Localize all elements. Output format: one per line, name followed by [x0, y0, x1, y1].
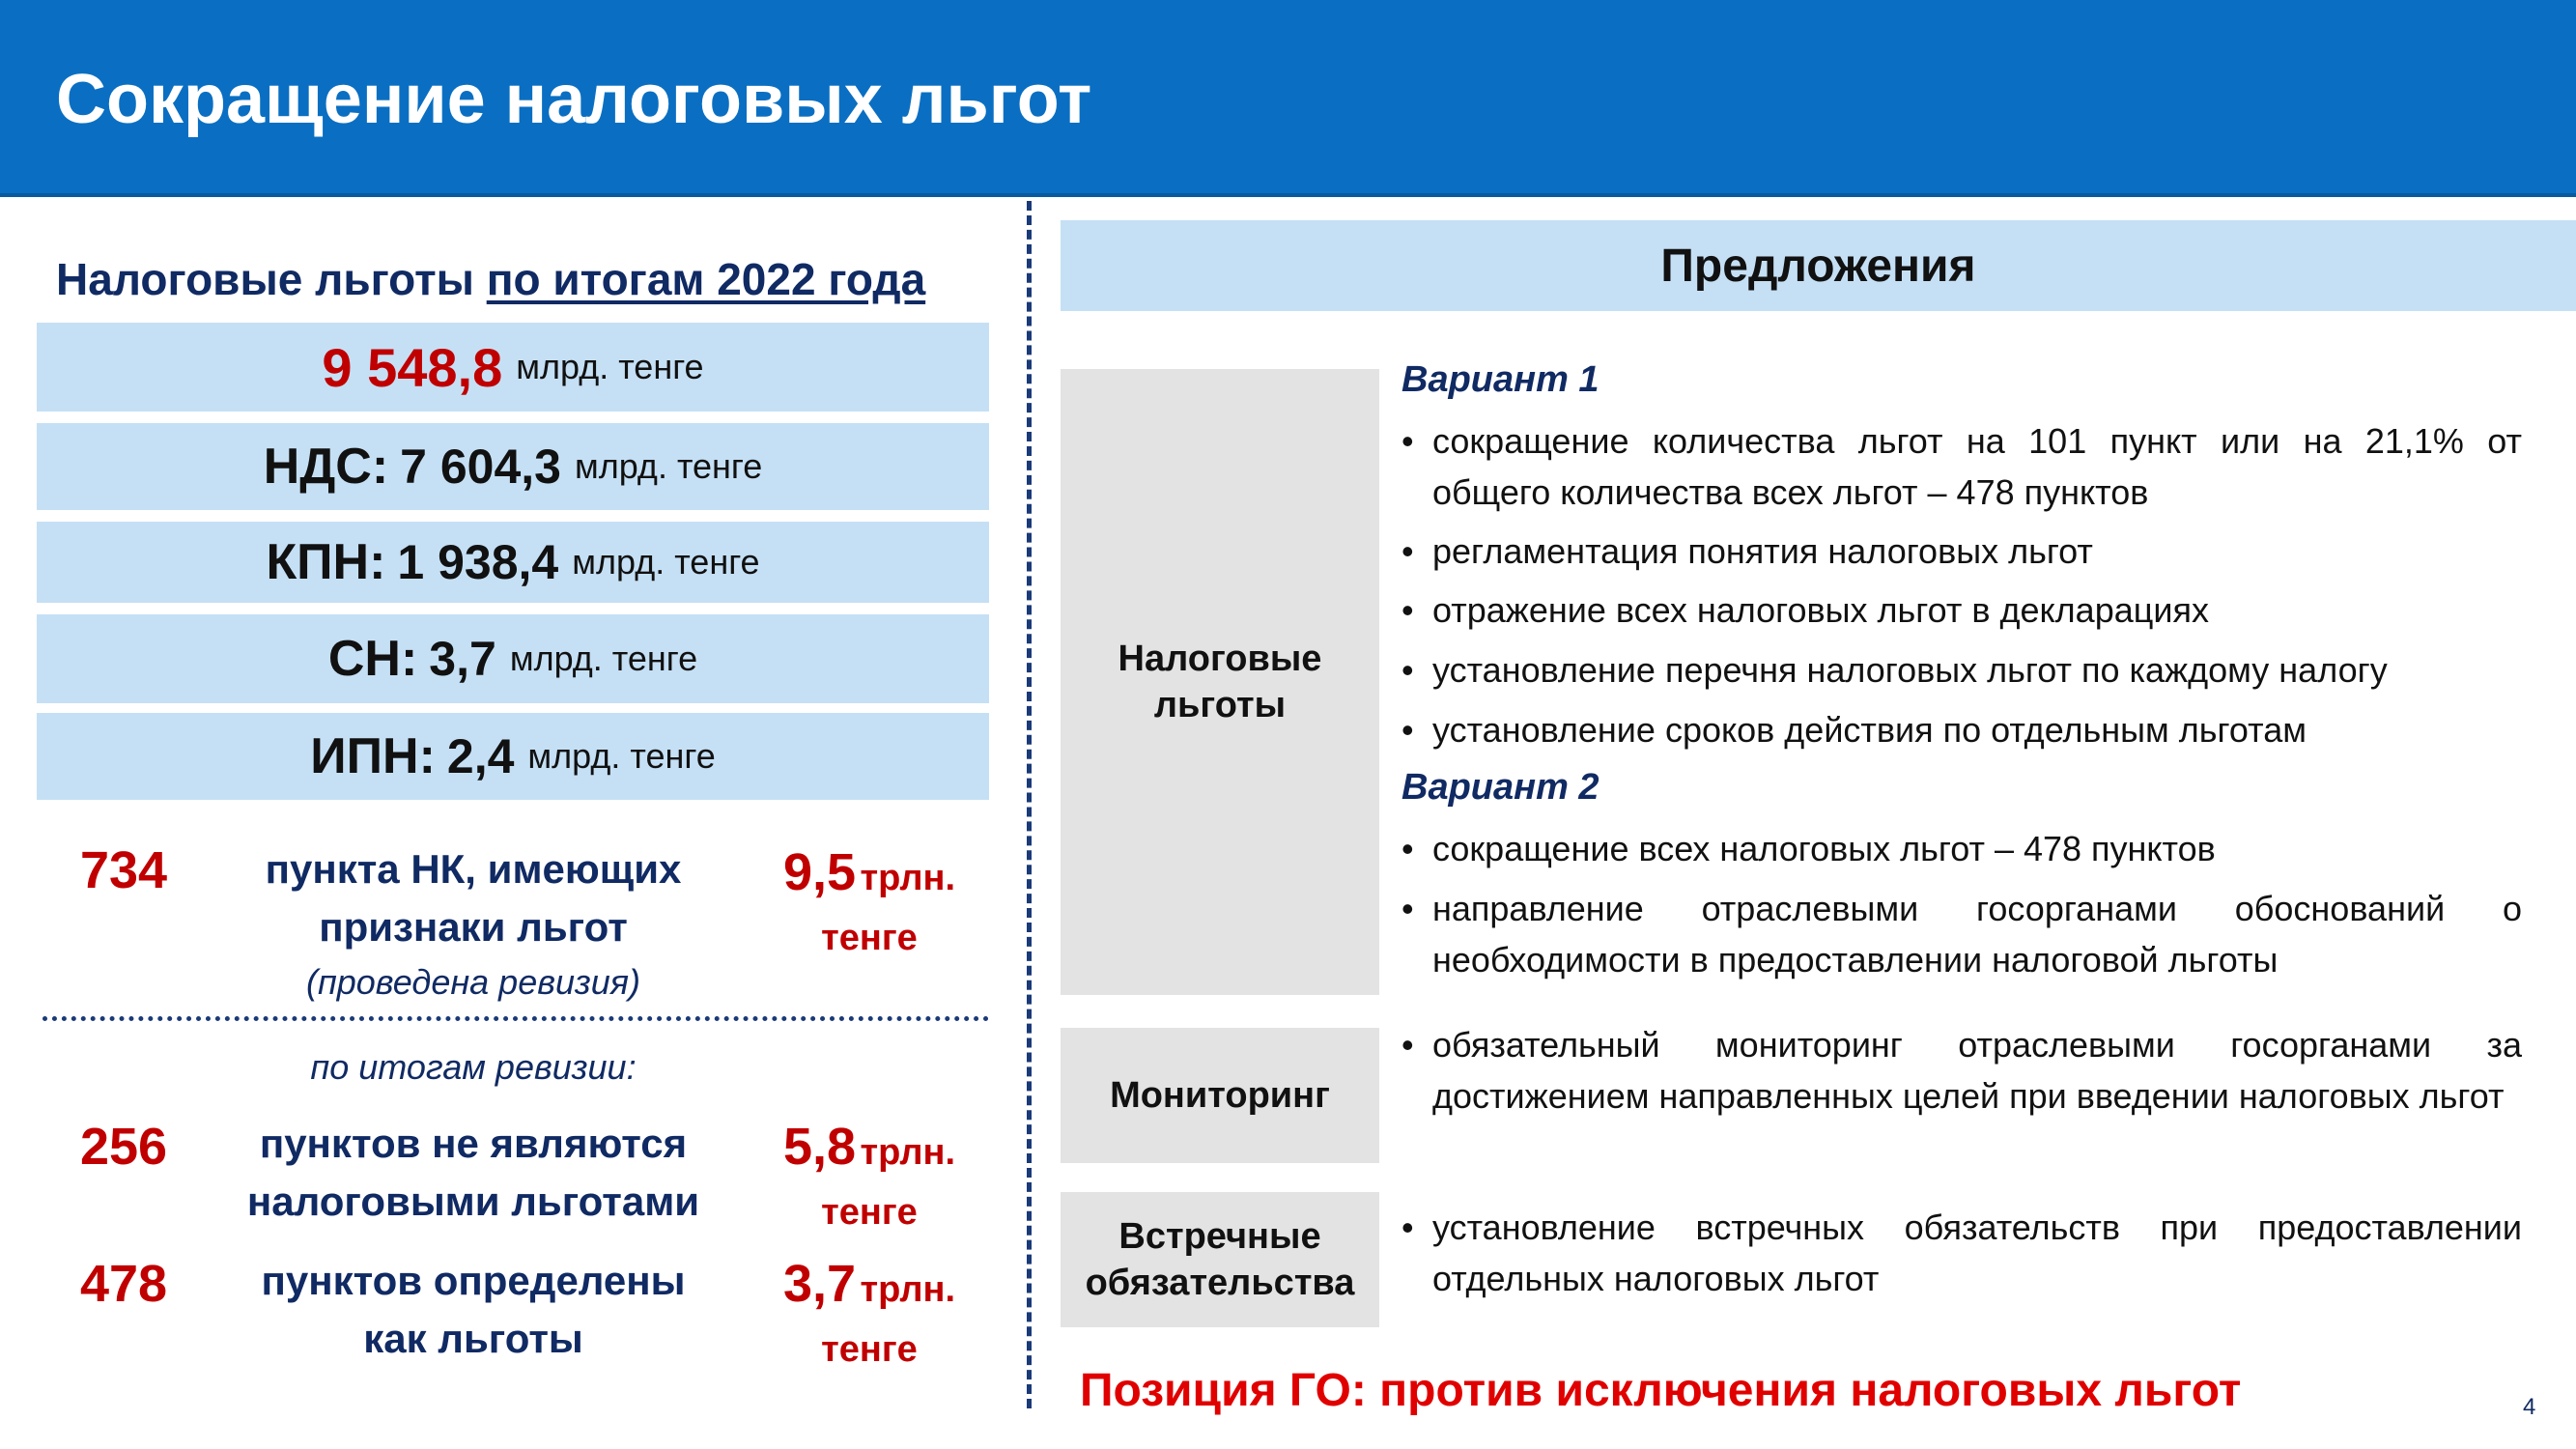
- tax-label: СН:: [327, 631, 418, 687]
- result-amount: [753, 1118, 985, 1238]
- tax-unit: млрд. тенге: [572, 542, 760, 582]
- category-line1: Налоговые: [1118, 639, 1322, 679]
- variant1-bullet: [1401, 704, 2522, 755]
- variant1-bullet: [1401, 584, 2522, 636]
- bullet-dot: •: [1401, 1025, 1414, 1065]
- audit-amount-value: 9,5: [782, 843, 857, 901]
- bullet-text: сокращение количества льгот на 101 пункт или на 21,1% от общего количества всех льгот – 478 пунктов: [1432, 421, 2522, 512]
- left-title-period: по итогам 2022 года: [486, 254, 926, 304]
- variant2-bullet: [1401, 823, 2522, 874]
- category-monitoring: [1061, 1028, 1379, 1163]
- tax-unit: млрд. тенге: [527, 736, 716, 776]
- variant2-label: Вариант 2: [1401, 767, 1599, 808]
- audit-divider: [42, 1016, 989, 1021]
- tax-value: 1 938,4: [397, 535, 559, 589]
- result-text-line1: пунктов определены: [261, 1258, 686, 1303]
- result-amount-currency: тенге: [821, 1329, 918, 1370]
- result-amount-unit: трлн.: [860, 1269, 956, 1310]
- tax-value: 3,7: [429, 632, 496, 686]
- category-tax-benefits: [1061, 369, 1379, 995]
- result-count: 256: [79, 1118, 168, 1176]
- after-audit-label: по итогам ревизии:: [310, 1047, 637, 1087]
- result-text-line2: как льготы: [363, 1316, 583, 1361]
- left-title: [56, 253, 925, 305]
- audit-text-line1: пункта НК, имеющих: [265, 846, 682, 892]
- bullet-dot: •: [1401, 710, 1414, 750]
- monitoring-bullet: [1401, 1019, 2522, 1122]
- result-amount-currency: тенге: [821, 1192, 918, 1233]
- variant1-bullet: [1401, 526, 2522, 577]
- result-amount-value: 5,8: [782, 1118, 857, 1176]
- audit-description: [203, 840, 744, 956]
- result-text-line2: налоговыми льготами: [246, 1179, 700, 1224]
- audit-amount-unit: трлн.: [860, 858, 956, 898]
- audit-text-line2: признаки льгот: [319, 904, 628, 950]
- bullet-dot: •: [1401, 590, 1414, 630]
- page-number: 4: [2523, 1394, 2536, 1420]
- audit-count: 734: [79, 841, 168, 899]
- tax-box-social: [37, 614, 989, 703]
- total-box: [37, 323, 989, 412]
- variant1-bullet: [1401, 644, 2522, 696]
- bullet-dot: •: [1401, 829, 1414, 868]
- obligations-bullet: [1401, 1202, 2522, 1304]
- proposals-header: Предложения: [1061, 220, 2576, 311]
- bullet-text: сокращение всех налоговых льгот – 478 пунктов: [1432, 829, 2216, 868]
- left-title-prefix: Налоговые льготы: [56, 254, 487, 304]
- result-amount-unit: трлн.: [860, 1132, 956, 1173]
- bullet-text: установление встречных обязательств при предоставлении отдельных налоговых льгот: [1432, 1208, 2522, 1298]
- variant2-bullet: [1401, 883, 2522, 985]
- tax-box-cit: [37, 522, 989, 603]
- bullet-dot: •: [1401, 531, 1414, 571]
- category-line2: обязательства: [1085, 1263, 1355, 1303]
- category-line2: льготы: [1153, 685, 1287, 725]
- bullet-dot: •: [1401, 889, 1414, 928]
- category-line1: Мониторинг: [1110, 1075, 1330, 1116]
- bullet-text: регламентация понятия налоговых льгот: [1432, 531, 2093, 571]
- bullet-dot: •: [1401, 1208, 1414, 1247]
- variant1-bullet: [1401, 415, 2522, 518]
- result-description: [203, 1115, 744, 1231]
- bullet-text: направление отраслевыми госорганами обоснований о необходимости в предоставлении налоговой льготы: [1432, 889, 2522, 980]
- total-value: 9 548,8: [322, 336, 503, 398]
- result-text-line1: пунктов не являются: [259, 1121, 688, 1166]
- result-amount: [753, 1255, 985, 1376]
- tax-unit: млрд. тенге: [574, 446, 763, 486]
- tax-value: 7 604,3: [400, 440, 561, 494]
- tax-label: НДС:: [263, 439, 389, 495]
- bullet-text: отражение всех налоговых льгот в декларациях: [1432, 590, 2209, 630]
- header-bar: [0, 0, 2576, 197]
- page-title: Сокращение налоговых льгот: [56, 61, 1092, 138]
- bullet-text: установление перечня налоговых льгот по каждому налогу: [1432, 650, 2388, 690]
- bullet-text: установление сроков действия по отдельным льготам: [1432, 710, 2307, 750]
- category-obligations: [1061, 1192, 1379, 1327]
- result-description: [203, 1252, 744, 1368]
- agency-position: Позиция ГО: против исключения налоговых льгот: [1080, 1365, 2242, 1416]
- column-divider: [1027, 201, 1032, 1408]
- category-line1: Встречные: [1118, 1216, 1321, 1257]
- tax-value: 2,4: [446, 729, 515, 783]
- audit-note: (проведена ревизия): [305, 962, 641, 1002]
- audit-amount: [753, 843, 985, 964]
- result-amount-value: 3,7: [782, 1255, 857, 1313]
- result-count: 478: [79, 1255, 168, 1313]
- variant1-label: Вариант 1: [1401, 359, 1599, 400]
- tax-box-pit: [37, 713, 989, 800]
- audit-amount-currency: тенге: [821, 918, 918, 958]
- total-unit: млрд. тенге: [516, 347, 704, 386]
- bullet-dot: •: [1401, 421, 1414, 461]
- tax-box-vat: [37, 423, 989, 510]
- tax-unit: млрд. тенге: [509, 639, 698, 678]
- tax-label: КПН:: [266, 534, 386, 590]
- bullet-text: обязательный мониторинг отраслевыми госорганами за достижением направленных целей при введении налоговых льгот: [1432, 1025, 2522, 1116]
- bullet-dot: •: [1401, 650, 1414, 690]
- tax-label: ИПН:: [310, 728, 436, 784]
